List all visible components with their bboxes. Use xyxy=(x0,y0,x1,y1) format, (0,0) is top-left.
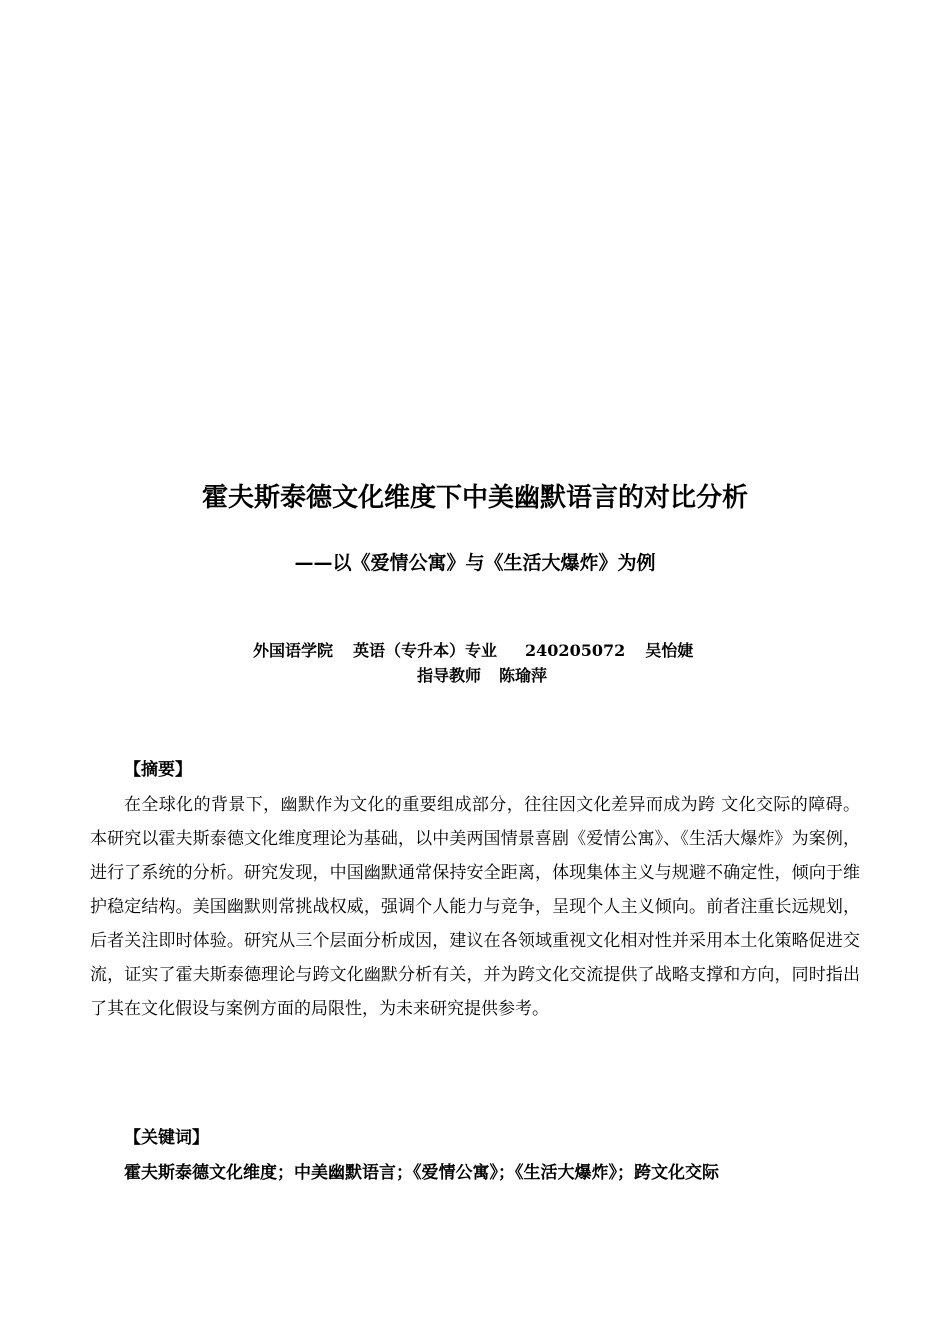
abstract-heading: 【摘要】 xyxy=(124,760,192,780)
student-name: 吴怡婕 xyxy=(645,641,694,660)
student-id: 240205072 xyxy=(525,641,626,660)
advisor-line xyxy=(417,665,547,687)
school-name: 外国语学院 xyxy=(253,641,334,660)
paper-title: 霍夫斯泰德文化维度下中美幽默语言的对比分析 xyxy=(201,483,748,513)
keywords-heading: 【关键词】 xyxy=(124,1128,209,1148)
keywords-body: 霍夫斯泰德文化维度；中美幽默语言；《爱情公寓》；《生活大爆炸》；跨文化交际 xyxy=(124,1163,719,1183)
paper-subtitle: ——以《爱情公寓》与《生活大爆炸》为例 xyxy=(294,552,656,574)
author-line xyxy=(253,640,693,662)
advisor-label: 指导教师 xyxy=(417,666,482,685)
advisor-name: 陈瑜萍 xyxy=(499,666,548,685)
major-name: 英语（专升本）专业 xyxy=(353,641,498,660)
abstract-body: 在全球化的背景下，幽默作为文化的重要组成部分，往往因文化差异而成为跨 文化交际的障碍。本研究以霍夫斯泰德文化维度理论为基础，以中美两国情景喜剧《爱情公寓》、《生活大爆炸》为案例，进行了系统的分析。研究发现，中国幽默通常保持安全距离，体现集体主义与规避不确定性，倾向于维护稳定结构。美国幽默则常挑战权威，强调个人能力与竞争，呈现个人主义倾向。前者注重长远规划，后者关注即时体验。研究从三个层面分析成因，建议在各领域重视文化相对性并采用本土化策略促进交流，证实了霍夫斯泰德理论与跨文化幽默分析有关，并为跨文化交流提供了战略支撑和方向，同时指出了其在文化假设与案例方面的局限性，为未来研究提供参考。 xyxy=(90,795,860,1019)
